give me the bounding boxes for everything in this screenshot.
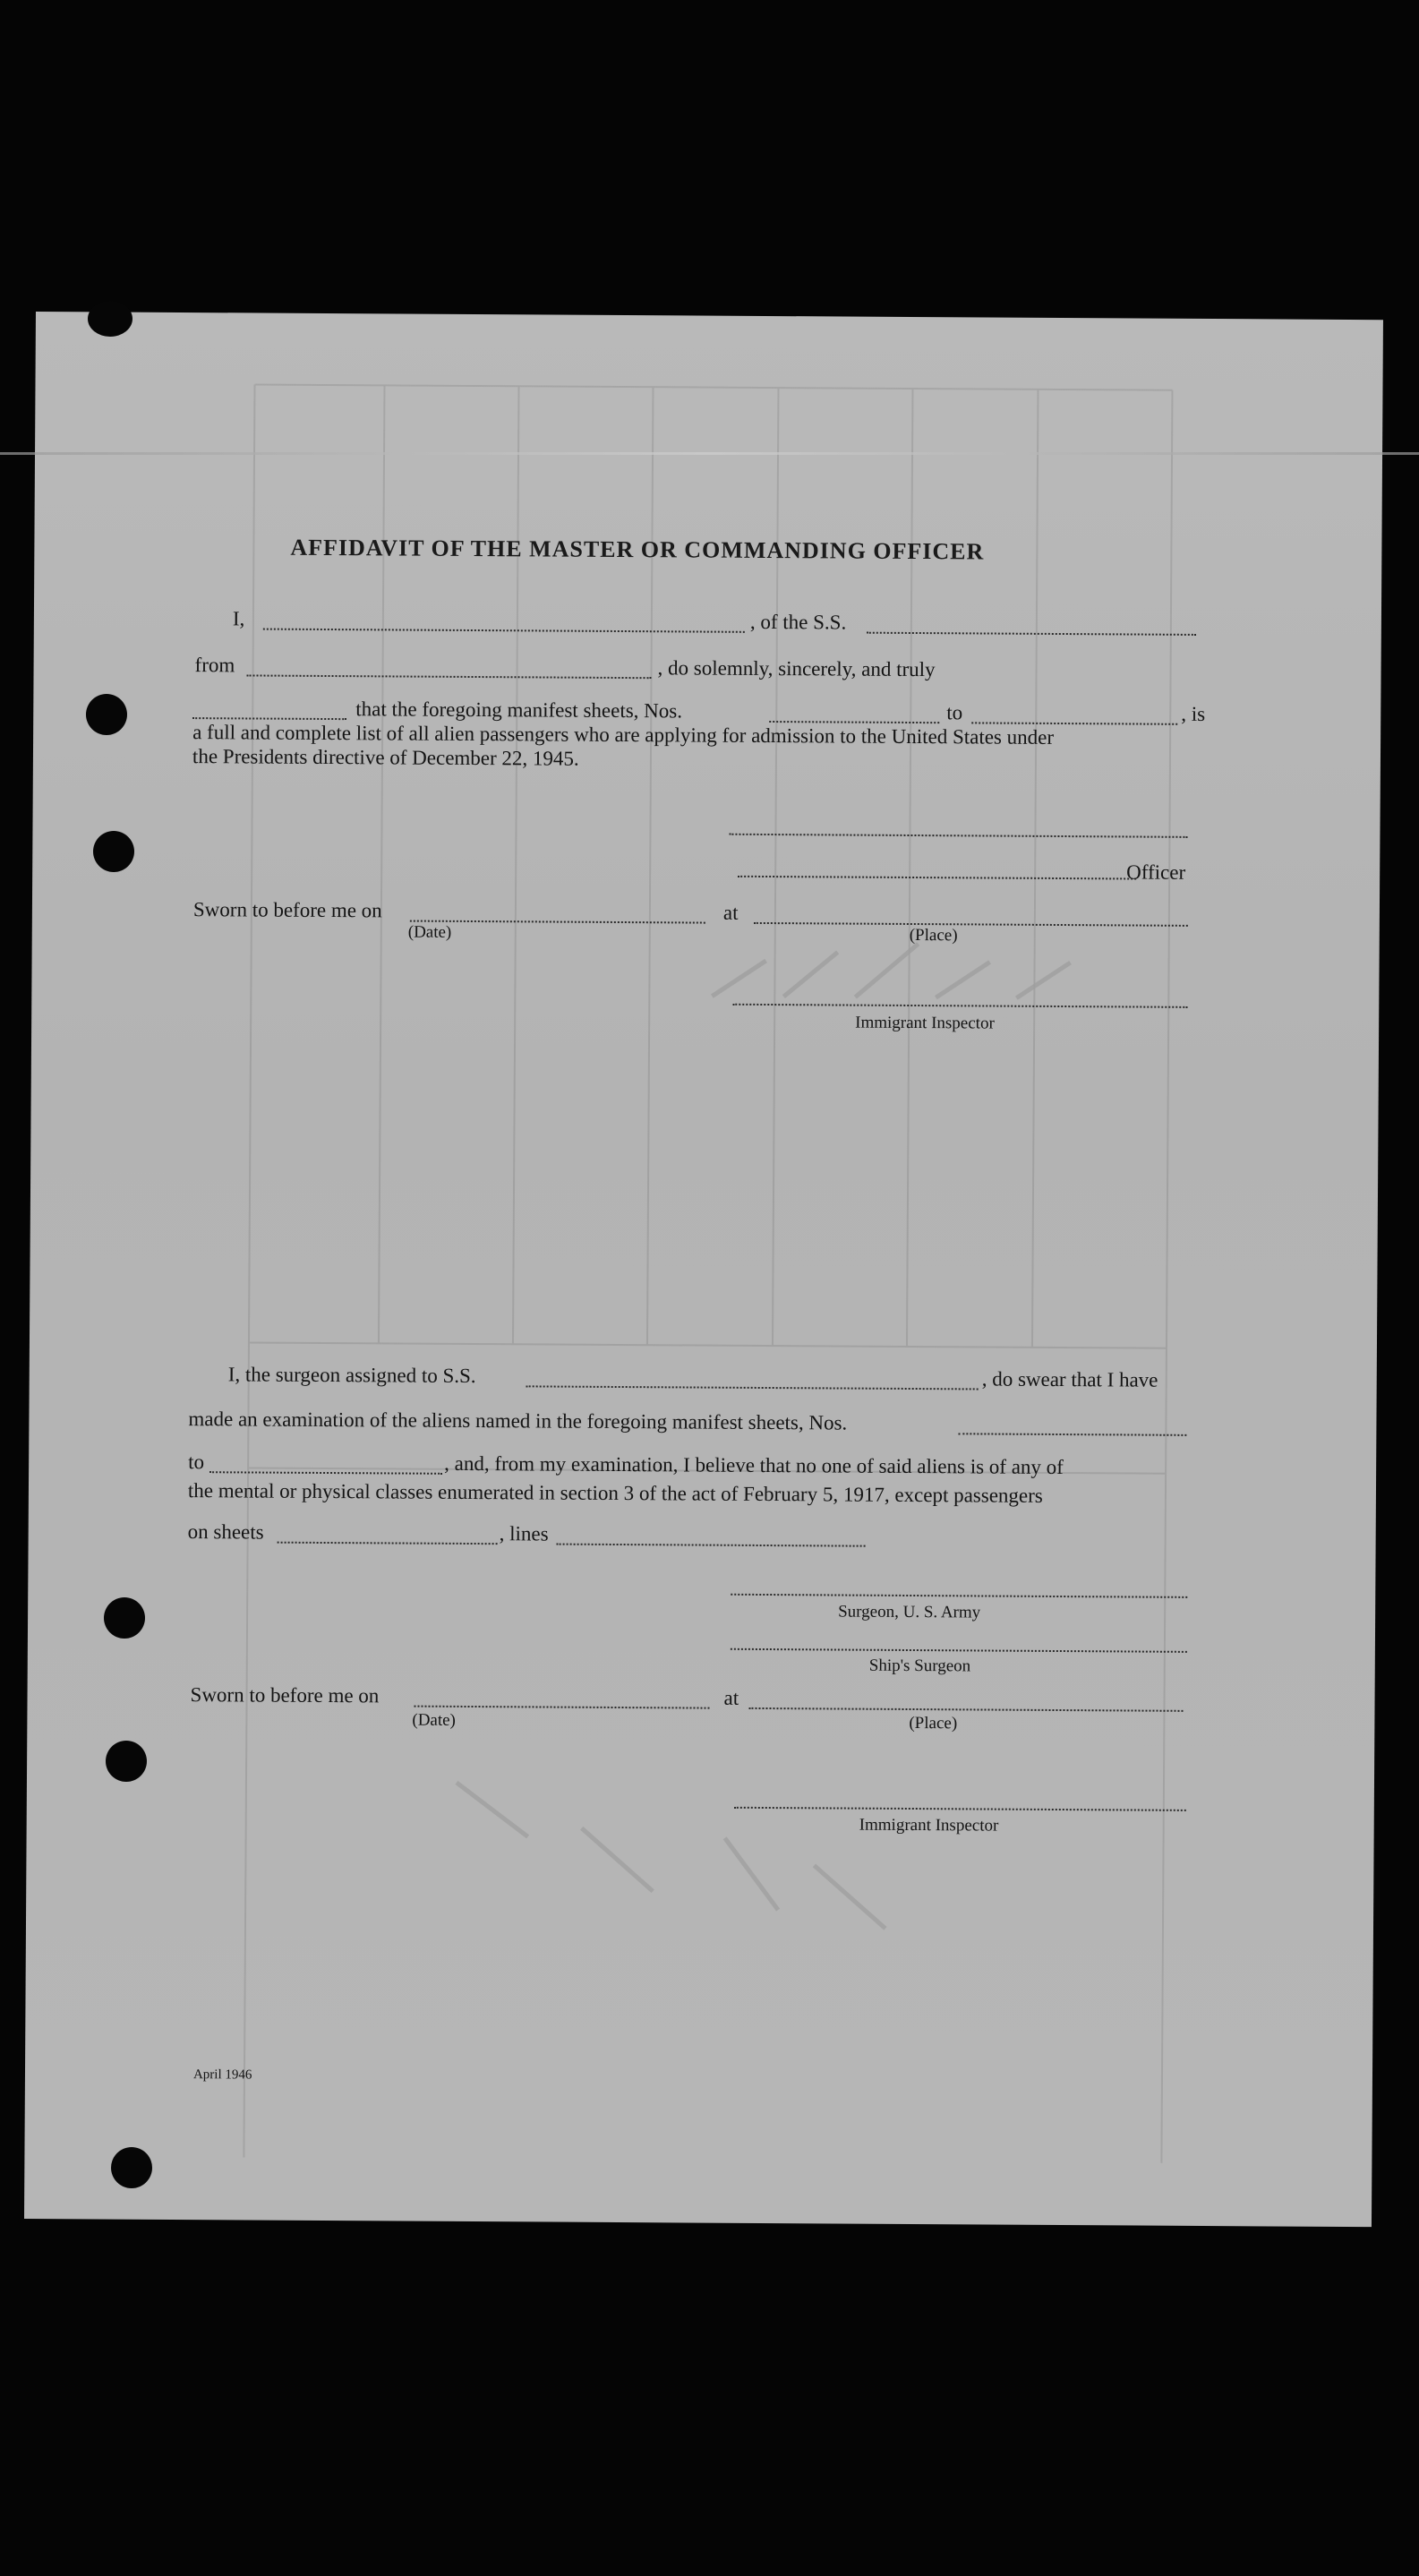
surgeon-at-label: at bbox=[723, 1686, 739, 1709]
master-ss-label: , of the S.S. bbox=[749, 610, 847, 634]
master-from-blank bbox=[247, 674, 652, 679]
punch-hole-top bbox=[88, 301, 132, 337]
officer-label: Officer bbox=[1126, 860, 1186, 884]
master-directive-line: the Presidents directive of December 22, 1945. bbox=[192, 745, 579, 770]
master-date-caption: (Date) bbox=[407, 922, 452, 942]
surgeon-sheets-label: on sheets bbox=[187, 1520, 264, 1544]
page-title: AFFIDAVIT OF THE MASTER OR COMMANDING OFFICER bbox=[290, 534, 985, 565]
surgeon-except-lines-blank bbox=[557, 1544, 866, 1547]
surgeon-sheets-to-blank bbox=[209, 1471, 442, 1475]
surgeon-sworn-date-blank bbox=[414, 1706, 709, 1709]
form-date: April 1946 bbox=[192, 2067, 252, 2083]
surgeon-lines-label: , lines bbox=[499, 1522, 549, 1545]
paper-fold-line bbox=[0, 452, 1419, 455]
surgeon-place-caption: (Place) bbox=[909, 1713, 958, 1733]
master-is-label: , is bbox=[1181, 702, 1206, 725]
punch-hole bbox=[86, 694, 127, 735]
surgeon-inspector-caption: Immigrant Inspector bbox=[859, 1815, 999, 1836]
master-sworn-date-blank bbox=[410, 920, 705, 924]
ship-surgeon-caption: Ship's Surgeon bbox=[868, 1656, 971, 1676]
master-inspector-blank bbox=[732, 1004, 1187, 1008]
master-statement-line: a full and complete list of all alien passengers who are applying for admission to the United States under bbox=[192, 721, 1055, 749]
surgeon-sworn-label: Sworn to before me on bbox=[190, 1683, 380, 1707]
master-sworn-label: Sworn to before me on bbox=[192, 898, 382, 922]
surgeon-inspector-blank bbox=[734, 1807, 1186, 1811]
surgeon-to-label: to bbox=[188, 1451, 205, 1474]
surgeon-ship-blank bbox=[526, 1385, 979, 1390]
master-swear-text: , do solemnly, sincerely, and truly bbox=[657, 656, 936, 681]
surgeon-sworn-place-blank bbox=[748, 1707, 1183, 1712]
master-sheets-text: that the foregoing manifest sheets, Nos. bbox=[355, 697, 683, 723]
punch-hole bbox=[106, 1741, 147, 1782]
surgeon-date-caption: (Date) bbox=[412, 1710, 456, 1730]
master-to-label: to bbox=[946, 701, 963, 724]
surgeon-exam-line: made an examination of the aliens named in the foregoing manifest sheets, Nos. bbox=[188, 1408, 848, 1434]
master-at-label: at bbox=[722, 901, 739, 924]
master-signature-blank bbox=[729, 834, 1187, 838]
master-place-caption: (Place) bbox=[909, 925, 958, 946]
punch-hole bbox=[93, 831, 134, 872]
master-ship-blank bbox=[867, 632, 1196, 636]
master-name-blank bbox=[263, 629, 745, 633]
army-surgeon-blank bbox=[731, 1594, 1187, 1598]
punch-hole bbox=[111, 2147, 152, 2188]
surgeon-swear-text: , do swear that I have bbox=[981, 1367, 1158, 1391]
surgeon-sheets-from-blank bbox=[958, 1433, 1186, 1436]
master-sworn-place-blank bbox=[754, 922, 1188, 927]
officer-signature-blank bbox=[738, 876, 1136, 880]
master-from-label: from bbox=[194, 654, 235, 677]
surgeon-intro-text: I, the surgeon assigned to S.S. bbox=[227, 1363, 476, 1388]
ship-surgeon-blank bbox=[731, 1648, 1187, 1653]
surgeon-classes-line: the mental or physical classes enumerated in section 3 of the act of February 5, 1917, except passengers bbox=[187, 1479, 1043, 1507]
army-surgeon-caption: Surgeon, U. S. Army bbox=[838, 1602, 981, 1622]
affidavit-page bbox=[24, 312, 1383, 2227]
master-inspector-caption: Immigrant Inspector bbox=[855, 1013, 995, 1033]
surgeon-except-sheets-blank bbox=[278, 1542, 498, 1545]
surgeon-finding-text: , and, from my examination, I believe that no one of said aliens is of any of bbox=[444, 1451, 1064, 1479]
master-i-label: I, bbox=[232, 607, 245, 630]
reverse-bleedthrough bbox=[24, 312, 1383, 2227]
punch-hole bbox=[104, 1597, 145, 1639]
